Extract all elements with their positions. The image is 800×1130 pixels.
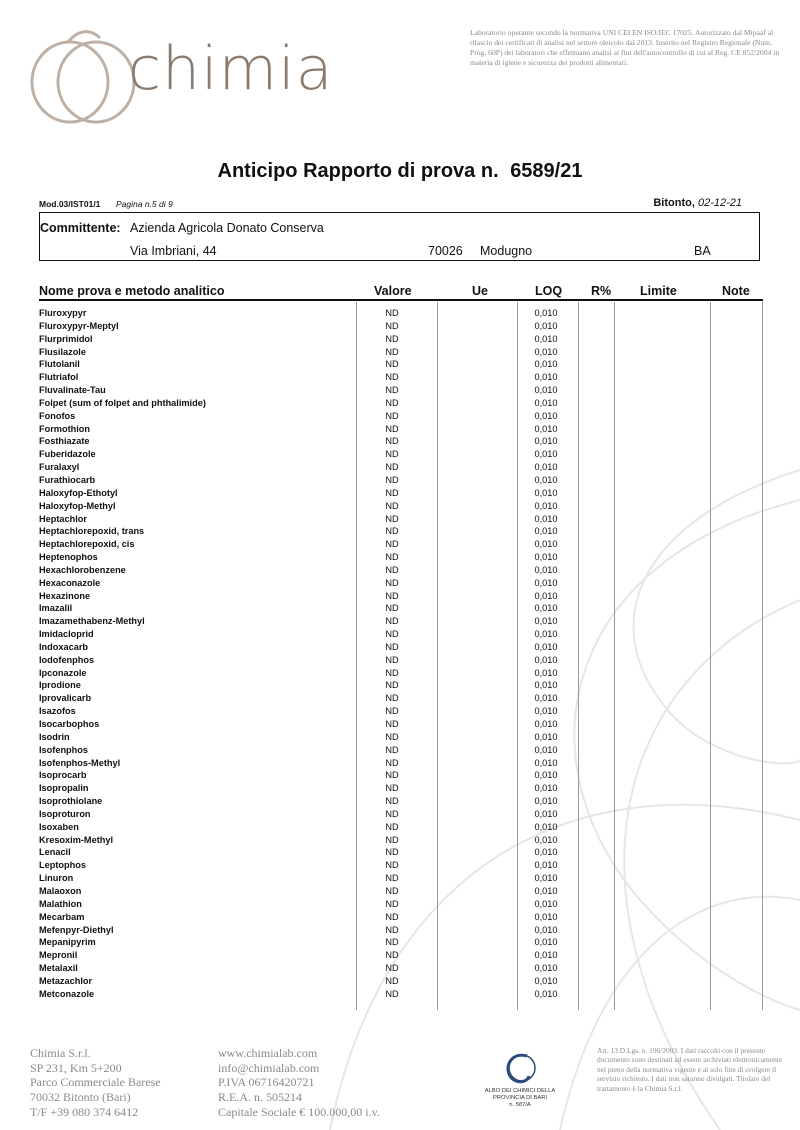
- result-value: ND: [385, 731, 399, 742]
- result-value: ND: [385, 706, 399, 717]
- lab-accreditation-note: Laboratorio operante secondo la normativa UNI CEI EN ISO/IEC 17025. Autorizzato dal Mipaaf al rilascio dei certificati di analisi nel settore oleicolo dal 2013. Inserito nel Registro Regionale (Num. Prog. 60P) dei laboratori che effettuano analisi ai fini dell'autocontrollo di cui al Reg. CE 852/2004 in materia di igiene e sicurezza dei prodotti alimentari.: [470, 28, 780, 67]
- analyte-name: Flurprimidol: [39, 333, 93, 344]
- table-row: [0, 693, 800, 706]
- loq-value: 0,010: [534, 629, 558, 640]
- loq-value: 0,010: [534, 847, 558, 858]
- table-row: [0, 578, 800, 591]
- loq-value: 0,010: [534, 834, 558, 845]
- col-header-loq: LOQ: [535, 284, 563, 298]
- table-row: [0, 372, 800, 385]
- analyte-name: Ipconazole: [39, 667, 87, 678]
- results-table-body: [0, 308, 800, 1002]
- result-value: ND: [385, 436, 399, 447]
- result-value: ND: [385, 397, 399, 408]
- table-row: [0, 488, 800, 501]
- table-row: [0, 873, 800, 886]
- loq-value: 0,010: [534, 757, 558, 768]
- table-row: [0, 398, 800, 411]
- result-value: ND: [385, 346, 399, 357]
- analyte-name: Folpet (sum of folpet and phthalimide): [39, 397, 206, 408]
- table-row: [0, 950, 800, 963]
- result-value: ND: [385, 474, 399, 485]
- result-value: ND: [385, 847, 399, 858]
- analyte-name: Isoxaben: [39, 821, 79, 832]
- contact-info: [218, 1046, 380, 1120]
- loq-value: 0,010: [534, 603, 558, 614]
- result-value: ND: [385, 320, 399, 331]
- analyte-name: Mecarbam: [39, 911, 85, 922]
- result-value: ND: [385, 719, 399, 729]
- loq-value: 0,010: [534, 359, 558, 370]
- loq-value: 0,010: [534, 474, 558, 485]
- result-value: ND: [385, 783, 399, 794]
- table-row: [0, 436, 800, 449]
- analyte-name: Isoprothiolane: [39, 796, 103, 807]
- analyte-name: Linuron: [39, 873, 74, 884]
- albo-line: ALBO DEI CHIMICI DELLA: [484, 1088, 556, 1094]
- analyte-name: Furathiocarb: [39, 474, 96, 485]
- table-row: [0, 745, 800, 758]
- loq-value: 0,010: [534, 539, 558, 550]
- result-value: ND: [385, 513, 399, 524]
- loq-value: 0,010: [534, 513, 558, 524]
- loq-value: 0,010: [534, 873, 558, 884]
- loq-value: 0,010: [534, 963, 558, 974]
- result-value: ND: [385, 410, 399, 421]
- analyte-name: Furalaxyl: [39, 462, 80, 473]
- loq-value: 0,010: [534, 577, 558, 588]
- analyte-name: Fuberidazole: [39, 449, 96, 460]
- analyte-name: Heptachlor: [39, 513, 87, 524]
- analyte-name: Isofenphos-Methyl: [39, 757, 121, 768]
- loq-value: 0,010: [534, 744, 558, 755]
- company-line: Chimia S.r.l.: [30, 1046, 91, 1060]
- analyte-name: Malathion: [39, 898, 82, 909]
- loq-value: 0,010: [534, 924, 558, 935]
- loq-value: 0,010: [534, 860, 558, 871]
- loq-value: 0,010: [534, 808, 558, 819]
- albo-caption: [465, 1088, 575, 1109]
- table-row: [0, 937, 800, 950]
- table-row: [0, 925, 800, 938]
- result-value: ND: [385, 873, 399, 884]
- result-value: ND: [385, 950, 399, 961]
- table-row: [0, 475, 800, 488]
- place-date: [653, 197, 742, 209]
- result-value: ND: [385, 462, 399, 473]
- privacy-notice: Art. 13 D.Lgs. n. 196/2003. I dati raccolti con il presente documento sono destinati ad essere archiviati elettronicamente nel pieno della normativa vigente e al solo fine di svolgere il servizio richiesto. I dati non saranno divulgati. Titolare del trattamento è la Chimia S.r.l.: [597, 1046, 783, 1093]
- loq-value: 0,010: [534, 590, 558, 601]
- client-label: Committente:: [40, 221, 121, 235]
- analyte-name: Lenacil: [39, 847, 71, 858]
- col-header-limit: Limite: [640, 284, 677, 298]
- result-value: ND: [385, 308, 399, 318]
- result-value: ND: [385, 834, 399, 845]
- albo-line: PROVINCIA DI BARI: [492, 1095, 548, 1101]
- result-value: ND: [385, 629, 399, 640]
- document-title: [0, 160, 800, 183]
- table-row: [0, 642, 800, 655]
- analyte-name: Imazamethabenz-Methyl: [39, 616, 145, 627]
- loq-value: 0,010: [534, 423, 558, 434]
- contact-line: Capitale Sociale € 100.000,00 i.v.: [218, 1104, 380, 1119]
- analyte-name: Metconazole: [39, 988, 95, 999]
- report-date: 02-12-21: [697, 197, 742, 209]
- table-row: [0, 989, 800, 1002]
- loq-value: 0,010: [534, 796, 558, 807]
- analyte-name: Imazalil: [39, 603, 73, 614]
- contact-line: R.E.A. n. 505214: [218, 1090, 302, 1105]
- analyte-name: Leptophos: [39, 860, 86, 871]
- loq-value: 0,010: [534, 950, 558, 961]
- result-value: ND: [385, 500, 399, 511]
- table-row: [0, 565, 800, 578]
- analyte-name: Indoxacarb: [39, 641, 89, 652]
- client-address: Via Imbriani, 44: [130, 244, 217, 258]
- company-line: Parco Commerciale Barese: [30, 1075, 161, 1090]
- result-value: ND: [385, 552, 399, 563]
- analyte-name: Heptachlorepoxid, trans: [39, 526, 145, 537]
- analyte-name: Metalaxil: [39, 963, 78, 974]
- analyte-name: Heptachlorepoxid, cis: [39, 539, 135, 550]
- loq-value: 0,010: [534, 564, 558, 575]
- loq-value: 0,010: [534, 500, 558, 511]
- brand-name: chimia: [128, 34, 334, 104]
- contact-line: P.IVA 06716420721: [218, 1075, 315, 1090]
- page-indicator: Pagina n.5 di 9: [116, 199, 173, 209]
- loq-value: 0,010: [534, 449, 558, 460]
- table-row: [0, 616, 800, 629]
- loq-value: 0,010: [534, 706, 558, 717]
- result-value: ND: [385, 487, 399, 498]
- loq-value: 0,010: [534, 654, 558, 665]
- result-value: ND: [385, 796, 399, 807]
- table-row: [0, 847, 800, 860]
- analyte-name: Metazachlor: [39, 975, 93, 986]
- analyte-name: Hexachlorobenzene: [39, 564, 126, 575]
- loq-value: 0,010: [534, 526, 558, 537]
- result-value: ND: [385, 885, 399, 896]
- analyte-name: Mepanipyrim: [39, 937, 96, 948]
- table-row: [0, 629, 800, 642]
- table-row: [0, 655, 800, 668]
- result-value: ND: [385, 937, 399, 948]
- result-value: ND: [385, 603, 399, 614]
- analyte-name: Fosthiazate: [39, 436, 90, 447]
- analyte-name: Haloxyfop-Methyl: [39, 500, 116, 511]
- loq-value: 0,010: [534, 667, 558, 678]
- title-text: Anticipo Rapporto di prova n.: [217, 160, 499, 182]
- table-row: [0, 514, 800, 527]
- table-row: [0, 758, 800, 771]
- client-name: Azienda Agricola Donato Conserva: [130, 221, 324, 235]
- table-row: [0, 359, 800, 372]
- company-line: 70032 Bitonto (Bari): [30, 1090, 131, 1105]
- analyte-name: Iprovalicarb: [39, 693, 92, 704]
- result-value: ND: [385, 821, 399, 832]
- place-name: Bitonto,: [653, 197, 695, 209]
- loq-value: 0,010: [534, 385, 558, 396]
- report-number: 6589/21: [510, 160, 583, 182]
- result-value: ND: [385, 911, 399, 922]
- table-row: [0, 449, 800, 462]
- loq-value: 0,010: [534, 885, 558, 896]
- loq-value: 0,010: [534, 783, 558, 794]
- result-value: ND: [385, 564, 399, 575]
- analyte-name: Iprodione: [39, 680, 81, 691]
- result-value: ND: [385, 693, 399, 704]
- loq-value: 0,010: [534, 320, 558, 331]
- header-divider: [39, 299, 763, 301]
- result-value: ND: [385, 423, 399, 434]
- albo-line: n. 587/A: [509, 1102, 531, 1108]
- loq-value: 0,010: [534, 487, 558, 498]
- result-value: ND: [385, 963, 399, 974]
- result-value: ND: [385, 385, 399, 396]
- table-row: [0, 680, 800, 693]
- table-row: [0, 424, 800, 437]
- company-line: T/F +39 080 374 6412: [30, 1104, 139, 1119]
- client-city: Modugno: [480, 244, 533, 258]
- result-value: ND: [385, 770, 399, 781]
- loq-value: 0,010: [534, 680, 558, 691]
- analyte-name: Isoproturon: [39, 808, 91, 819]
- analyte-name: Isofenphos: [39, 744, 89, 755]
- result-value: ND: [385, 680, 399, 691]
- analyte-name: Heptenophos: [39, 552, 98, 563]
- table-row: [0, 411, 800, 424]
- loq-value: 0,010: [534, 641, 558, 652]
- analyte-name: Fluroxypyr-Meptyl: [39, 320, 119, 331]
- analyte-name: Isocarbophos: [39, 719, 100, 729]
- contact-line: info@chimialab.com: [218, 1060, 320, 1075]
- table-row: [0, 526, 800, 539]
- analyte-name: Fluvalinate-Tau: [39, 385, 106, 396]
- result-value: ND: [385, 590, 399, 601]
- table-row: [0, 539, 800, 552]
- table-row: [0, 334, 800, 347]
- analyte-name: Malaoxon: [39, 885, 82, 896]
- result-value: ND: [385, 757, 399, 768]
- result-value: ND: [385, 359, 399, 370]
- table-row: [0, 347, 800, 360]
- analyte-name: Hexazinone: [39, 590, 91, 601]
- loq-value: 0,010: [534, 410, 558, 421]
- loq-value: 0,010: [534, 770, 558, 781]
- col-header-value: Valore: [374, 284, 412, 298]
- loq-value: 0,010: [534, 731, 558, 742]
- loq-value: 0,010: [534, 372, 558, 383]
- analyte-name: Mepronil: [39, 950, 78, 961]
- table-row: [0, 591, 800, 604]
- table-row: [0, 603, 800, 616]
- loq-value: 0,010: [534, 308, 558, 318]
- table-row: [0, 796, 800, 809]
- analyte-name: Isopropalin: [39, 783, 89, 794]
- loq-value: 0,010: [534, 616, 558, 627]
- col-header-name: Nome prova e metodo analitico: [39, 284, 225, 298]
- result-value: ND: [385, 372, 399, 383]
- table-row: [0, 963, 800, 976]
- col-header-ue: Ue: [472, 284, 488, 298]
- analyte-name: Iodofenphos: [39, 654, 95, 665]
- result-value: ND: [385, 898, 399, 909]
- result-value: ND: [385, 449, 399, 460]
- analyte-name: Isodrin: [39, 731, 70, 742]
- loq-value: 0,010: [534, 397, 558, 408]
- loq-value: 0,010: [534, 911, 558, 922]
- analyte-name: Fluroxypyr: [39, 308, 87, 318]
- loq-value: 0,010: [534, 821, 558, 832]
- analyte-name: Isoprocarb: [39, 770, 87, 781]
- loq-value: 0,010: [534, 552, 558, 563]
- loq-value: 0,010: [534, 988, 558, 999]
- client-province: BA: [694, 244, 711, 258]
- loq-value: 0,010: [534, 975, 558, 986]
- result-value: ND: [385, 808, 399, 819]
- table-row: [0, 462, 800, 475]
- result-value: ND: [385, 616, 399, 627]
- table-row: [0, 783, 800, 796]
- analyte-name: Mefenpyr-Diethyl: [39, 924, 114, 935]
- analyte-name: Formothion: [39, 423, 91, 434]
- table-row: [0, 321, 800, 334]
- loq-value: 0,010: [534, 693, 558, 704]
- result-value: ND: [385, 526, 399, 537]
- result-value: ND: [385, 744, 399, 755]
- table-row: [0, 385, 800, 398]
- result-value: ND: [385, 654, 399, 665]
- result-value: ND: [385, 860, 399, 871]
- analyte-name: Haloxyfop-Ethotyl: [39, 487, 118, 498]
- result-value: ND: [385, 975, 399, 986]
- result-value: ND: [385, 667, 399, 678]
- result-value: ND: [385, 924, 399, 935]
- loq-value: 0,010: [534, 937, 558, 948]
- loq-value: 0,010: [534, 898, 558, 909]
- result-value: ND: [385, 988, 399, 999]
- result-value: ND: [385, 641, 399, 652]
- table-row: [0, 835, 800, 848]
- loq-value: 0,010: [534, 719, 558, 729]
- analyte-name: Flusilazole: [39, 346, 86, 357]
- table-row: [0, 706, 800, 719]
- analyte-name: Kresoxim-Methyl: [39, 834, 114, 845]
- table-row: [0, 912, 800, 925]
- table-row: [0, 899, 800, 912]
- table-row: [0, 976, 800, 989]
- table-row: [0, 860, 800, 873]
- result-value: ND: [385, 539, 399, 550]
- table-row: [0, 668, 800, 681]
- col-header-note: Note: [722, 284, 750, 298]
- table-row: [0, 770, 800, 783]
- table-row: [0, 732, 800, 745]
- col-header-r: R%: [591, 284, 612, 298]
- loq-value: 0,010: [534, 346, 558, 357]
- table-row: [0, 719, 800, 732]
- module-code: Mod.03/IST01/1: [39, 199, 101, 209]
- table-row: [0, 809, 800, 822]
- company-line: SP 231, Km 5+200: [30, 1060, 122, 1075]
- result-value: ND: [385, 333, 399, 344]
- table-row: [0, 886, 800, 899]
- result-value: ND: [385, 577, 399, 588]
- contact-line: www.chimialab.com: [218, 1046, 318, 1060]
- table-row: [0, 552, 800, 565]
- company-info: [30, 1046, 161, 1120]
- table-row: [0, 501, 800, 514]
- chimia-logo-icon: [28, 20, 143, 130]
- analyte-name: Flutolanil: [39, 359, 80, 370]
- table-row: [0, 822, 800, 835]
- loq-value: 0,010: [534, 462, 558, 473]
- loq-value: 0,010: [534, 333, 558, 344]
- analyte-name: Isazofos: [39, 706, 76, 717]
- analyte-name: Imidacloprid: [39, 629, 94, 640]
- analyte-name: Hexaconazole: [39, 577, 101, 588]
- analyte-name: Flutriafol: [39, 372, 79, 383]
- loq-value: 0,010: [534, 436, 558, 447]
- client-postal-code: 70026: [428, 244, 463, 258]
- analyte-name: Fonofos: [39, 410, 76, 421]
- table-row: [0, 308, 800, 321]
